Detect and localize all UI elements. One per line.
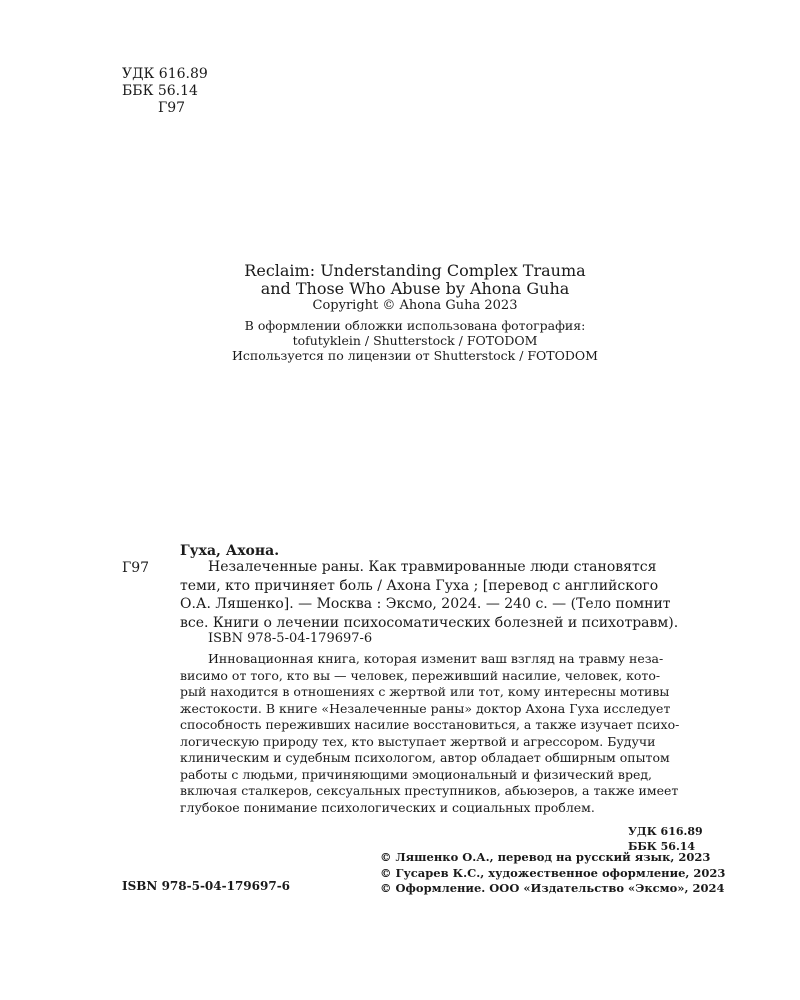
bottom-udk-code: УДК 616.89 (628, 825, 703, 838)
top-classification-codes (122, 66, 208, 117)
annotation-line: включая сталкеров, сексуальных преступников, абьюзеров, а также имеет (180, 783, 679, 798)
original-title-line-1: Reclaim: Understanding Complex Trauma (244, 261, 586, 280)
original-title-line-2: and Those Who Abuse by Ahona Guha (260, 279, 570, 298)
photo-credit-line-3: Используется по лицензии от Shutterstock / FOTODOM (232, 348, 598, 363)
original-title (130, 262, 700, 298)
copyright-design: © Оформление. ООО «Издательство «Эксмо», 2024 (380, 881, 725, 895)
copyright-translation: © Ляшенко О.А., перевод на русский язык, 2023 (380, 850, 711, 864)
annotation-line: Инновационная книга, которая изменит ваш взгляд на травму неза- (208, 651, 664, 666)
cover-photo-credit (130, 318, 700, 363)
udk-code: УДК 616.89 (122, 66, 208, 82)
annotation-line: висимо от того, кто вы — человек, переживший насилие, человек, кото- (180, 667, 661, 683)
record-author-mark: Г97 (122, 560, 150, 576)
annotation (180, 651, 720, 816)
annotation-line: логическую природу тех, кто выступает жертвой и агрессором. Будучи (180, 733, 656, 749)
description-line: все. Книги о лечении психосоматических болезней и психотравм). (180, 614, 679, 631)
footer-copyrights (380, 850, 725, 897)
bottom-bbk-code: ББК 56.14 (628, 840, 696, 853)
bibliographic-description (180, 558, 720, 632)
photo-credit-line-2: tofutyklein / Shutterstock / FOTODOM (292, 333, 538, 348)
copyright-art: © Гусарев К.С., художественное оформление, 2023 (380, 865, 726, 880)
annotation-line: рый находится в отношениях с жертвой или тот, кому интересны мотивы (180, 684, 670, 699)
description-line: О.А. Ляшенко]. — Москва : Эксмо, 2024. — 240 с. — (Тело помнит (180, 596, 671, 612)
description-line: теми, кто причиняет боль / Ахона Гуха ; [перевод с английского (180, 577, 659, 594)
photo-credit-line-1: В оформлении обложки использована фотография: (244, 318, 586, 333)
record-author: Гуха, Ахона. (180, 543, 280, 559)
annotation-line: жестокости. В книге «Незалеченные раны» доктор Ахона Гуха исследует (180, 700, 671, 716)
footer-isbn: ISBN 978-5-04-179697-6 (122, 879, 291, 893)
annotation-line: работы с людьми, причиняющими эмоциональный и физический вред, (180, 766, 653, 782)
annotation-line: способность переживших насилие восстановиться, а также изучает психо- (180, 717, 680, 732)
bbk-code: ББК 56.14 (122, 83, 198, 99)
annotation-line: клиническим и судебным психологом, автор обладает обширным опытом (180, 750, 670, 765)
description-line: Незалеченные раны. Как травмированные люди становятся (208, 559, 657, 575)
author-mark: Г97 (158, 100, 186, 116)
annotation-line: глубокое понимание психологических и социальных проблем. (180, 799, 595, 815)
original-copyright: Copyright © Ahona Guha 2023 (312, 298, 518, 313)
record-isbn: ISBN 978-5-04-179697-6 (208, 631, 373, 646)
